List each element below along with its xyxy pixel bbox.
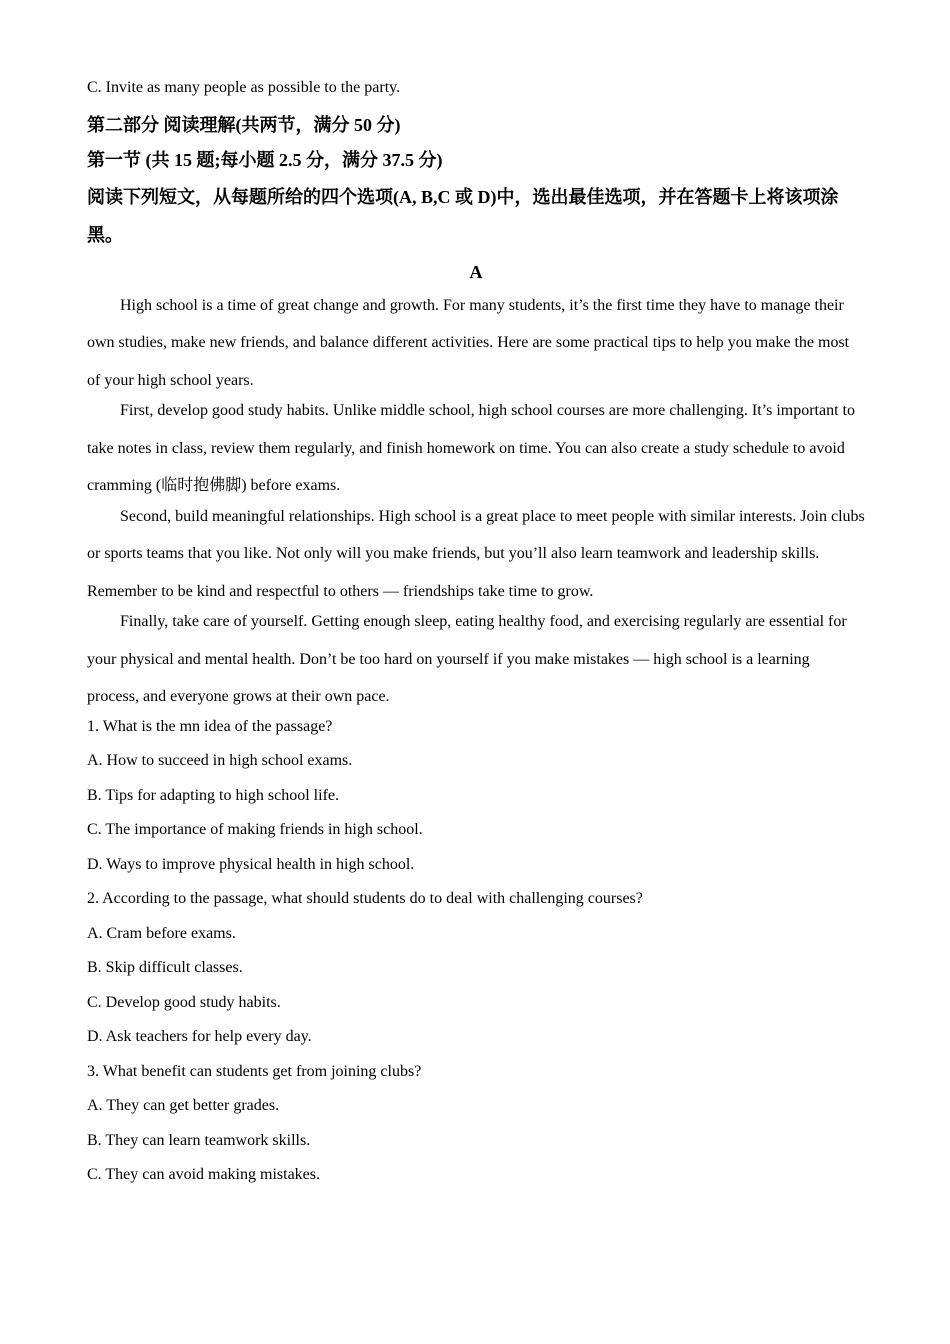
previous-option-c: C. Invite as many people as possible to the party.	[87, 79, 401, 96]
question-2	[87, 889, 865, 1047]
option-b: B. Tips for adapting to high school life.	[87, 786, 339, 804]
passage-paragraph: First, develop good study habits. Unlike middle school, high school courses are more challenging. It’s important to take notes in class, review them regularly, and finish homework on time. You can also create a study schedule to avoid cramming (临时抱佛脚) before exams.	[87, 402, 855, 494]
option-a: A. They can get better grades.	[87, 1097, 280, 1114]
exam-page	[87, 78, 865, 1200]
part-title: 第二部分 阅读理解(共两节，满分 50 分)	[87, 114, 401, 135]
passage-paragraph: High school is a time of great change and growth. For many students, it’s the first time they have to manage their own studies, make new friends, and balance different activities. Here are some practical tips to help you make the most of your high school years.	[87, 296, 850, 389]
question-1	[87, 717, 865, 875]
section-title: 第一节 (共 15 题;每小题 2.5 分，满分 37.5 分)	[87, 149, 443, 170]
option-a: A. Cram before exams.	[87, 924, 236, 942]
option-b: B. They can learn teamwork skills.	[87, 1131, 311, 1149]
option-d: D. Ask teachers for help every day.	[87, 1028, 312, 1045]
option-a: A. How to succeed in high school exams.	[87, 752, 353, 769]
option-c: C. They can avoid making mistakes.	[87, 1166, 320, 1183]
passage-label: A	[469, 261, 483, 282]
question-stem: 2. According to the passage, what should students do to deal with challenging courses?	[87, 890, 643, 907]
instructions: 阅读下列短文，从每题所给的四个选项(A, B,C 或 D)中，选出最佳选项，并在答题卡上将该项涂黑。	[87, 186, 839, 245]
option-d: D. Ways to improve physical health in high school.	[87, 855, 415, 873]
passage	[87, 287, 865, 716]
option-b: B. Skip difficult classes.	[87, 959, 243, 976]
option-c: C. Develop good study habits.	[87, 993, 281, 1011]
question-stem: 3. What benefit can students get from joining clubs?	[87, 1062, 422, 1080]
option-c: C. The importance of making friends in high school.	[87, 821, 423, 838]
passage-paragraph: Finally, take care of yourself. Getting enough sleep, eating healthy food, and exercising regularly are essential for your physical and mental health. Don’t be too hard on yourself if you make mistakes — high school is a learning process, and everyone grows at their own pace.	[87, 613, 847, 705]
passage-paragraph: Second, build meaningful relationships. High school is a great place to meet people with similar interests. Join clubs or sports teams that you like. Not only will you make friends, but you’ll also learn teamwork and leadership skills. Remember to be kind and respectful to others — friendships take time to grow.	[87, 507, 865, 600]
question-3	[87, 1062, 865, 1186]
question-stem: 1. What is the mn idea of the passage?	[87, 717, 333, 735]
